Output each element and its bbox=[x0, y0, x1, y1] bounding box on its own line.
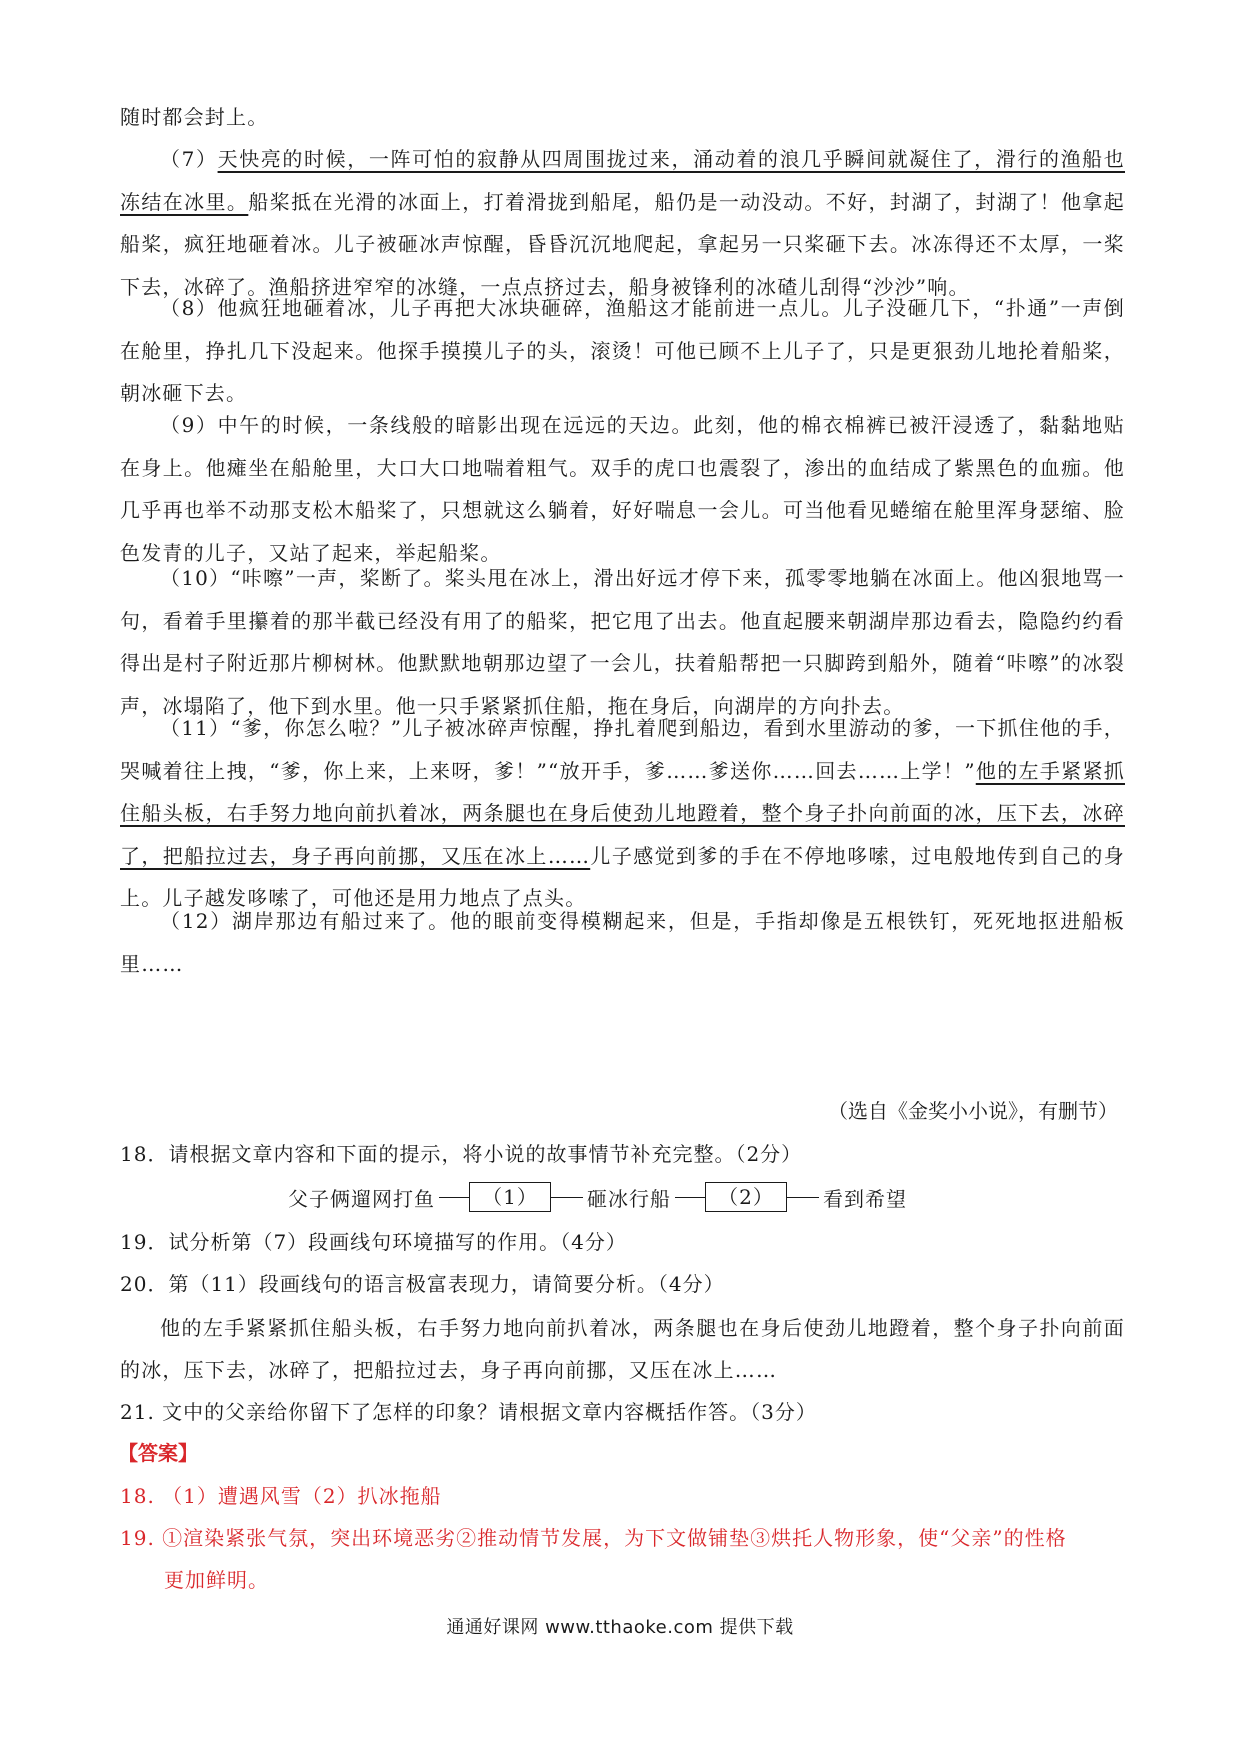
paragraph-6-tail: 随时都会封上。 bbox=[120, 105, 269, 129]
paragraph-8: （8）他疯狂地砸着冰，儿子再把大冰块砸碎，渔船这才能前进一点儿。儿子没砸几下，“扑通”一声倒在舱里，挣扎几下没起来。他探手摸摸儿子的头，滚烫！可他已顾不上儿子了，只是更狠劲儿地抡着船桨，朝冰砸下去。 bbox=[120, 296, 1125, 405]
flow-connector bbox=[551, 1197, 583, 1198]
underlined-sentence-11: 他的左手紧紧抓住船头板，右手努力地向前扒着冰，两条腿也在身后使劲儿地蹬着，整个身子扑向前面的冰，压下去，冰碎了，把船拉过去，身子再向前挪，又压在冰上…… bbox=[120, 758, 1125, 868]
question-20: 20．第（11）段画线句的语言极富表现力，请简要分析。（4分） bbox=[120, 1272, 725, 1296]
question-20-quote: 他的左手紧紧抓住船头板，右手努力地向前扒着冰，两条腿也在身后使劲儿地蹬着，整个身子扑向前面的冰，压下去，冰碎了，把船拉过去，身子再向前挪，又压在冰上…… bbox=[120, 1316, 1125, 1382]
flow-connector bbox=[675, 1197, 705, 1198]
source-citation: （选自《金奖小小说》，有删节） bbox=[828, 1099, 1118, 1123]
paragraph-7: （7）天快亮的时候，一阵可怕的寂静从四周围拢过来，涌动着的浪几乎瞬间就凝住了，滑行的渔船也冻结在冰里。船桨抵在光滑的冰面上，打着滑拢到船尾，船仍是一动没动。不好，封湖了，封湖了！他拿起船桨，疯狂地砸着冰。儿子被砸冰声惊醒，昏昏沉沉地爬起，拿起另一只桨砸下去。冰冻得还不太厚，一桨下去，冰碎了。渔船挤进窄窄的冰缝，一点点挤过去，船身被锋利的冰碴儿刮得“沙沙”响。 bbox=[120, 147, 1126, 299]
paragraph-11: （11）“爹，你怎么啦？”儿子被冰碎声惊醒，挣扎着爬到船边，看到水里游动的爹，一下抓住他的手，哭喊着往上拽，“爹，你上来，上来呀，爹！”“放开手，爹……爹送你……回去……上学！”他的左手紧紧抓住船头板，右手努力地向前扒着冰，两条腿也在身后使劲儿地蹬着，整个身子扑向前面的冰，压下去，冰碎了，把船拉过去，身子再向前挪，又压在冰上……儿子感觉到爹的手在不停地哆嗦，过电般地传到自己的身上。儿子越发哆嗦了，可他还是用力地点了点头。 bbox=[120, 716, 1126, 910]
underlined-sentence-7: 天快亮的时候，一阵可怕的寂静从四周围拢过来，涌动着的浪几乎瞬间就凝住了，滑行的渔船也冻结在冰里。 bbox=[120, 147, 1125, 214]
paragraph-12: （12）湖岸那边有船过来了。他的眼前变得模糊起来，但是，手指却像是五根铁钉，死死地抠进船板里…… bbox=[120, 909, 1125, 976]
flow-blank-1: （1） bbox=[469, 1182, 551, 1212]
flow-step-1: 父子俩遛网打鱼 bbox=[288, 1186, 435, 1211]
question-18: 18．请根据文章内容和下面的提示，将小说的故事情节补充完整。（2分） bbox=[120, 1142, 803, 1166]
answer-header: 【答案】 bbox=[118, 1441, 198, 1465]
answer-18: 18. （1）遭遇风雪（2）扒冰拖船 bbox=[120, 1484, 442, 1508]
plot-flow-diagram bbox=[288, 1180, 907, 1214]
answer-19: 19. ①渲染紧张气氛，突出环境恶劣②推动情节发展，为下文做铺垫③烘托人物形象，使“父亲”的性格 更加鲜明。 bbox=[120, 1526, 1067, 1592]
question-21: 21. 文中的父亲给你留下了怎样的印象？请根据文章内容概括作答。（3分） bbox=[120, 1400, 817, 1424]
paragraph-10: （10）“咔嚓”一声，桨断了。桨头甩在冰上，滑出好远才停下来，孤零零地躺在冰面上。他凶狠地骂一句，看着手里攥着的那半截已经没有用了的船桨，把它甩了出去。他直起腰来朝湖岸那边看去，隐隐约约看得出是村子附近那片柳树林。他默默地朝那边望了一会儿，扶着船帮把一只脚跨到船外，随着“咔嚓”的冰裂声，冰塌陷了，他下到水里。他一只手紧紧抓住船，拖在身后，向湖岸的方向扑去。 bbox=[120, 566, 1125, 718]
flow-connector bbox=[787, 1197, 819, 1198]
paragraph-9: （9）中午的时候，一条线般的暗影出现在远远的天边。此刻，他的棉衣棉裤已被汗浸透了，黏黏地贴在身上。他瘫坐在船舱里，大口大口地喘着粗气。双手的虎口也震裂了，渗出的血结成了紫黑色的血痂。他几乎再也举不动那支松木船桨了，只想就这么躺着，好好喘息一会儿。可当他看见蜷缩在舱里浑身瑟缩、脸色发青的儿子，又站了起来，举起船桨。 bbox=[120, 413, 1125, 565]
flow-step-3: 看到希望 bbox=[823, 1186, 907, 1211]
flow-connector bbox=[439, 1197, 469, 1198]
page-footer: 通通好课网 www.tthaoke.com 提供下载 bbox=[446, 1617, 794, 1638]
flow-blank-2: （2） bbox=[705, 1182, 787, 1212]
question-19: 19．试分析第（7）段画线句环境描写的作用。（4分） bbox=[120, 1230, 627, 1254]
flow-step-2: 砸冰行船 bbox=[587, 1186, 671, 1211]
